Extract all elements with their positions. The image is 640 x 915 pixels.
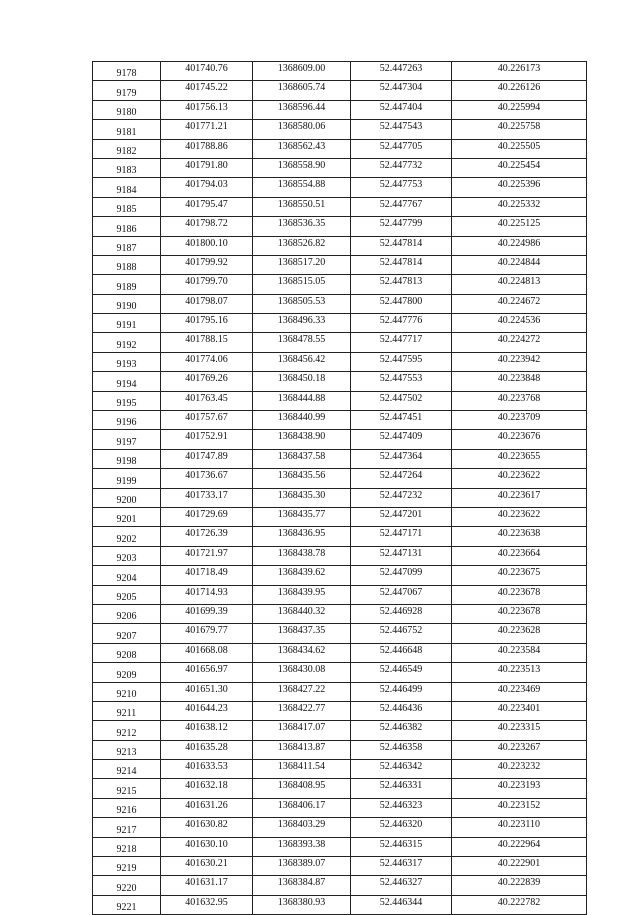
point-number-cell: 9196 (93, 411, 161, 430)
table-row (93, 546, 587, 565)
longitude-cell: 40.223676 (452, 430, 587, 449)
x-coordinate-cell: 401651.30 (161, 682, 253, 701)
latitude-cell: 52.446358 (351, 740, 452, 759)
longitude-cell: 40.226173 (452, 62, 587, 81)
longitude-cell: 40.225994 (452, 100, 587, 119)
y-coordinate-cell: 1368413.87 (253, 740, 351, 759)
x-coordinate-cell: 401756.13 (161, 100, 253, 119)
table-row (93, 876, 587, 895)
y-coordinate-cell: 1368437.58 (253, 449, 351, 468)
latitude-cell: 52.446382 (351, 721, 452, 740)
latitude-cell: 52.447364 (351, 449, 452, 468)
point-number-cell: 9178 (93, 62, 161, 81)
table-row (93, 178, 587, 197)
longitude-cell: 40.223655 (452, 449, 587, 468)
longitude-cell: 40.223513 (452, 663, 587, 682)
longitude-cell: 40.222782 (452, 895, 587, 914)
y-coordinate-cell: 1368417.07 (253, 721, 351, 740)
table-row (93, 624, 587, 643)
y-coordinate-cell: 1368536.35 (253, 217, 351, 236)
longitude-cell: 40.224672 (452, 294, 587, 313)
latitude-cell: 52.446648 (351, 643, 452, 662)
point-number-cell: 9208 (93, 643, 161, 662)
table-row (93, 120, 587, 139)
latitude-cell: 52.447099 (351, 566, 452, 585)
point-number-cell: 9184 (93, 178, 161, 197)
longitude-cell: 40.223110 (452, 818, 587, 837)
point-number-cell: 9194 (93, 372, 161, 391)
x-coordinate-cell: 401633.53 (161, 760, 253, 779)
y-coordinate-cell: 1368450.18 (253, 372, 351, 391)
latitude-cell: 52.447171 (351, 527, 452, 546)
x-coordinate-cell: 401699.39 (161, 604, 253, 623)
table-row (93, 100, 587, 119)
point-number-cell: 9188 (93, 255, 161, 274)
y-coordinate-cell: 1368440.99 (253, 411, 351, 430)
x-coordinate-cell: 401788.86 (161, 139, 253, 158)
latitude-cell: 52.446317 (351, 857, 452, 876)
latitude-cell: 52.447232 (351, 488, 452, 507)
latitude-cell: 52.447502 (351, 391, 452, 410)
latitude-cell: 52.446549 (351, 663, 452, 682)
point-number-cell: 9207 (93, 624, 161, 643)
table-row (93, 798, 587, 817)
x-coordinate-cell: 401752.91 (161, 430, 253, 449)
longitude-cell: 40.223232 (452, 760, 587, 779)
x-coordinate-cell: 401718.49 (161, 566, 253, 585)
longitude-cell: 40.223678 (452, 585, 587, 604)
longitude-cell: 40.224813 (452, 275, 587, 294)
table-row (93, 391, 587, 410)
latitude-cell: 52.446342 (351, 760, 452, 779)
x-coordinate-cell: 401726.39 (161, 527, 253, 546)
point-number-cell: 9198 (93, 449, 161, 468)
latitude-cell: 52.447201 (351, 507, 452, 526)
latitude-cell: 52.446320 (351, 818, 452, 837)
longitude-cell: 40.223315 (452, 721, 587, 740)
latitude-cell: 52.446331 (351, 779, 452, 798)
x-coordinate-cell: 401769.26 (161, 372, 253, 391)
point-number-cell: 9195 (93, 391, 161, 410)
y-coordinate-cell: 1368505.53 (253, 294, 351, 313)
latitude-cell: 52.447753 (351, 178, 452, 197)
latitude-cell: 52.446499 (351, 682, 452, 701)
y-coordinate-cell: 1368434.62 (253, 643, 351, 662)
latitude-cell: 52.447705 (351, 139, 452, 158)
table-row (93, 158, 587, 177)
point-number-cell: 9192 (93, 333, 161, 352)
point-number-cell: 9182 (93, 139, 161, 158)
latitude-cell: 52.447776 (351, 314, 452, 333)
y-coordinate-cell: 1368393.38 (253, 837, 351, 856)
x-coordinate-cell: 401799.70 (161, 275, 253, 294)
latitude-cell: 52.447264 (351, 469, 452, 488)
table-row (93, 352, 587, 371)
latitude-cell: 52.446344 (351, 895, 452, 914)
point-number-cell: 9199 (93, 469, 161, 488)
latitude-cell: 52.447067 (351, 585, 452, 604)
y-coordinate-cell: 1368517.20 (253, 255, 351, 274)
point-number-cell: 9216 (93, 798, 161, 817)
longitude-cell: 40.223675 (452, 566, 587, 585)
point-number-cell: 9191 (93, 314, 161, 333)
point-number-cell: 9202 (93, 527, 161, 546)
longitude-cell: 40.223622 (452, 507, 587, 526)
latitude-cell: 52.447814 (351, 255, 452, 274)
y-coordinate-cell: 1368406.17 (253, 798, 351, 817)
y-coordinate-cell: 1368435.77 (253, 507, 351, 526)
table-row (93, 818, 587, 837)
longitude-cell: 40.222901 (452, 857, 587, 876)
longitude-cell: 40.225125 (452, 217, 587, 236)
table-row (93, 430, 587, 449)
longitude-cell: 40.223942 (452, 352, 587, 371)
latitude-cell: 52.447304 (351, 81, 452, 100)
table-row (93, 275, 587, 294)
x-coordinate-cell: 401638.12 (161, 721, 253, 740)
x-coordinate-cell: 401798.72 (161, 217, 253, 236)
point-number-cell: 9219 (93, 857, 161, 876)
y-coordinate-cell: 1368427.22 (253, 682, 351, 701)
y-coordinate-cell: 1368436.95 (253, 527, 351, 546)
point-number-cell: 9215 (93, 779, 161, 798)
latitude-cell: 52.447404 (351, 100, 452, 119)
latitude-cell: 52.447800 (351, 294, 452, 313)
point-number-cell: 9183 (93, 158, 161, 177)
longitude-cell: 40.224272 (452, 333, 587, 352)
longitude-cell: 40.223622 (452, 469, 587, 488)
table-row (93, 760, 587, 779)
longitude-cell: 40.223469 (452, 682, 587, 701)
y-coordinate-cell: 1368456.42 (253, 352, 351, 371)
latitude-cell: 52.446436 (351, 701, 452, 720)
table-row (93, 81, 587, 100)
point-number-cell: 9221 (93, 895, 161, 914)
table-row (93, 721, 587, 740)
x-coordinate-cell: 401733.17 (161, 488, 253, 507)
coordinates-table (92, 61, 587, 915)
x-coordinate-cell: 401745.22 (161, 81, 253, 100)
latitude-cell: 52.447409 (351, 430, 452, 449)
point-number-cell: 9179 (93, 81, 161, 100)
longitude-cell: 40.223768 (452, 391, 587, 410)
table-row (93, 507, 587, 526)
x-coordinate-cell: 401656.97 (161, 663, 253, 682)
y-coordinate-cell: 1368408.95 (253, 779, 351, 798)
latitude-cell: 52.447131 (351, 546, 452, 565)
x-coordinate-cell: 401757.67 (161, 411, 253, 430)
longitude-cell: 40.223638 (452, 527, 587, 546)
x-coordinate-cell: 401747.89 (161, 449, 253, 468)
table-row (93, 469, 587, 488)
longitude-cell: 40.223848 (452, 372, 587, 391)
longitude-cell: 40.225505 (452, 139, 587, 158)
y-coordinate-cell: 1368439.62 (253, 566, 351, 585)
longitude-cell: 40.226126 (452, 81, 587, 100)
point-number-cell: 9186 (93, 217, 161, 236)
longitude-cell: 40.223584 (452, 643, 587, 662)
y-coordinate-cell: 1368438.78 (253, 546, 351, 565)
x-coordinate-cell: 401631.26 (161, 798, 253, 817)
point-number-cell: 9217 (93, 818, 161, 837)
x-coordinate-cell: 401714.93 (161, 585, 253, 604)
y-coordinate-cell: 1368605.74 (253, 81, 351, 100)
x-coordinate-cell: 401630.10 (161, 837, 253, 856)
point-number-cell: 9201 (93, 507, 161, 526)
x-coordinate-cell: 401630.82 (161, 818, 253, 837)
x-coordinate-cell: 401632.18 (161, 779, 253, 798)
y-coordinate-cell: 1368515.05 (253, 275, 351, 294)
table-row (93, 333, 587, 352)
latitude-cell: 52.446752 (351, 624, 452, 643)
y-coordinate-cell: 1368422.77 (253, 701, 351, 720)
table-row (93, 197, 587, 216)
point-number-cell: 9209 (93, 663, 161, 682)
table-row (93, 314, 587, 333)
longitude-cell: 40.222964 (452, 837, 587, 856)
point-number-cell: 9218 (93, 837, 161, 856)
x-coordinate-cell: 401794.03 (161, 178, 253, 197)
point-number-cell: 9220 (93, 876, 161, 895)
longitude-cell: 40.223193 (452, 779, 587, 798)
x-coordinate-cell: 401635.28 (161, 740, 253, 759)
table-row (93, 604, 587, 623)
y-coordinate-cell: 1368438.90 (253, 430, 351, 449)
point-number-cell: 9197 (93, 430, 161, 449)
latitude-cell: 52.446928 (351, 604, 452, 623)
point-number-cell: 9205 (93, 585, 161, 604)
table-row (93, 255, 587, 274)
y-coordinate-cell: 1368478.55 (253, 333, 351, 352)
latitude-cell: 52.447451 (351, 411, 452, 430)
latitude-cell: 52.447543 (351, 120, 452, 139)
x-coordinate-cell: 401679.77 (161, 624, 253, 643)
longitude-cell: 40.223617 (452, 488, 587, 507)
point-number-cell: 9187 (93, 236, 161, 255)
x-coordinate-cell: 401644.23 (161, 701, 253, 720)
point-number-cell: 9185 (93, 197, 161, 216)
y-coordinate-cell: 1368389.07 (253, 857, 351, 876)
y-coordinate-cell: 1368550.51 (253, 197, 351, 216)
x-coordinate-cell: 401795.47 (161, 197, 253, 216)
x-coordinate-cell: 401763.45 (161, 391, 253, 410)
latitude-cell: 52.447767 (351, 197, 452, 216)
y-coordinate-cell: 1368496.33 (253, 314, 351, 333)
x-coordinate-cell: 401791.80 (161, 158, 253, 177)
point-number-cell: 9180 (93, 100, 161, 119)
latitude-cell: 52.447814 (351, 236, 452, 255)
y-coordinate-cell: 1368435.30 (253, 488, 351, 507)
longitude-cell: 40.225396 (452, 178, 587, 197)
y-coordinate-cell: 1368440.32 (253, 604, 351, 623)
x-coordinate-cell: 401774.06 (161, 352, 253, 371)
y-coordinate-cell: 1368580.06 (253, 120, 351, 139)
y-coordinate-cell: 1368411.54 (253, 760, 351, 779)
x-coordinate-cell: 401799.92 (161, 255, 253, 274)
table-row (93, 488, 587, 507)
table-row (93, 62, 587, 81)
table-row (93, 837, 587, 856)
longitude-cell: 40.223152 (452, 798, 587, 817)
y-coordinate-cell: 1368430.08 (253, 663, 351, 682)
point-number-cell: 9189 (93, 275, 161, 294)
table-row (93, 740, 587, 759)
x-coordinate-cell: 401668.08 (161, 643, 253, 662)
y-coordinate-cell: 1368609.00 (253, 62, 351, 81)
point-number-cell: 9212 (93, 721, 161, 740)
x-coordinate-cell: 401630.21 (161, 857, 253, 876)
y-coordinate-cell: 1368554.88 (253, 178, 351, 197)
point-number-cell: 9204 (93, 566, 161, 585)
point-number-cell: 9206 (93, 604, 161, 623)
table-row (93, 449, 587, 468)
table-row (93, 682, 587, 701)
latitude-cell: 52.446323 (351, 798, 452, 817)
x-coordinate-cell: 401798.07 (161, 294, 253, 313)
point-number-cell: 9190 (93, 294, 161, 313)
longitude-cell: 40.223709 (452, 411, 587, 430)
y-coordinate-cell: 1368437.35 (253, 624, 351, 643)
y-coordinate-cell: 1368380.93 (253, 895, 351, 914)
point-number-cell: 9210 (93, 682, 161, 701)
y-coordinate-cell: 1368435.56 (253, 469, 351, 488)
longitude-cell: 40.225758 (452, 120, 587, 139)
x-coordinate-cell: 401729.69 (161, 507, 253, 526)
y-coordinate-cell: 1368439.95 (253, 585, 351, 604)
longitude-cell: 40.225332 (452, 197, 587, 216)
latitude-cell: 52.447553 (351, 372, 452, 391)
y-coordinate-cell: 1368444.88 (253, 391, 351, 410)
table-row (93, 643, 587, 662)
longitude-cell: 40.222839 (452, 876, 587, 895)
y-coordinate-cell: 1368526.82 (253, 236, 351, 255)
y-coordinate-cell: 1368596.44 (253, 100, 351, 119)
longitude-cell: 40.224844 (452, 255, 587, 274)
point-number-cell: 9213 (93, 740, 161, 759)
longitude-cell: 40.223678 (452, 604, 587, 623)
latitude-cell: 52.446315 (351, 837, 452, 856)
latitude-cell: 52.447595 (351, 352, 452, 371)
table-row (93, 411, 587, 430)
latitude-cell: 52.447813 (351, 275, 452, 294)
point-number-cell: 9203 (93, 546, 161, 565)
table-row (93, 139, 587, 158)
x-coordinate-cell: 401800.10 (161, 236, 253, 255)
x-coordinate-cell: 401771.21 (161, 120, 253, 139)
table-row (93, 857, 587, 876)
x-coordinate-cell: 401632.95 (161, 895, 253, 914)
table-row (93, 527, 587, 546)
x-coordinate-cell: 401631.17 (161, 876, 253, 895)
y-coordinate-cell: 1368384.87 (253, 876, 351, 895)
table-row (93, 663, 587, 682)
table-row (93, 566, 587, 585)
x-coordinate-cell: 401788.15 (161, 333, 253, 352)
longitude-cell: 40.223664 (452, 546, 587, 565)
latitude-cell: 52.446327 (351, 876, 452, 895)
longitude-cell: 40.223628 (452, 624, 587, 643)
point-number-cell: 9211 (93, 701, 161, 720)
x-coordinate-cell: 401795.16 (161, 314, 253, 333)
longitude-cell: 40.223401 (452, 701, 587, 720)
coordinates-table-body (93, 62, 587, 915)
y-coordinate-cell: 1368562.43 (253, 139, 351, 158)
longitude-cell: 40.224536 (452, 314, 587, 333)
y-coordinate-cell: 1368558.90 (253, 158, 351, 177)
point-number-cell: 9214 (93, 760, 161, 779)
longitude-cell: 40.223267 (452, 740, 587, 759)
point-number-cell: 9181 (93, 120, 161, 139)
x-coordinate-cell: 401736.67 (161, 469, 253, 488)
longitude-cell: 40.224986 (452, 236, 587, 255)
y-coordinate-cell: 1368403.29 (253, 818, 351, 837)
latitude-cell: 52.447732 (351, 158, 452, 177)
point-number-cell: 9193 (93, 352, 161, 371)
x-coordinate-cell: 401721.97 (161, 546, 253, 565)
table-row (93, 585, 587, 604)
latitude-cell: 52.447717 (351, 333, 452, 352)
longitude-cell: 40.225454 (452, 158, 587, 177)
latitude-cell: 52.447263 (351, 62, 452, 81)
table-row (93, 294, 587, 313)
table-row (93, 779, 587, 798)
table-row (93, 236, 587, 255)
table-row (93, 372, 587, 391)
x-coordinate-cell: 401740.76 (161, 62, 253, 81)
latitude-cell: 52.447799 (351, 217, 452, 236)
point-number-cell: 9200 (93, 488, 161, 507)
table-row (93, 217, 587, 236)
table-row (93, 701, 587, 720)
